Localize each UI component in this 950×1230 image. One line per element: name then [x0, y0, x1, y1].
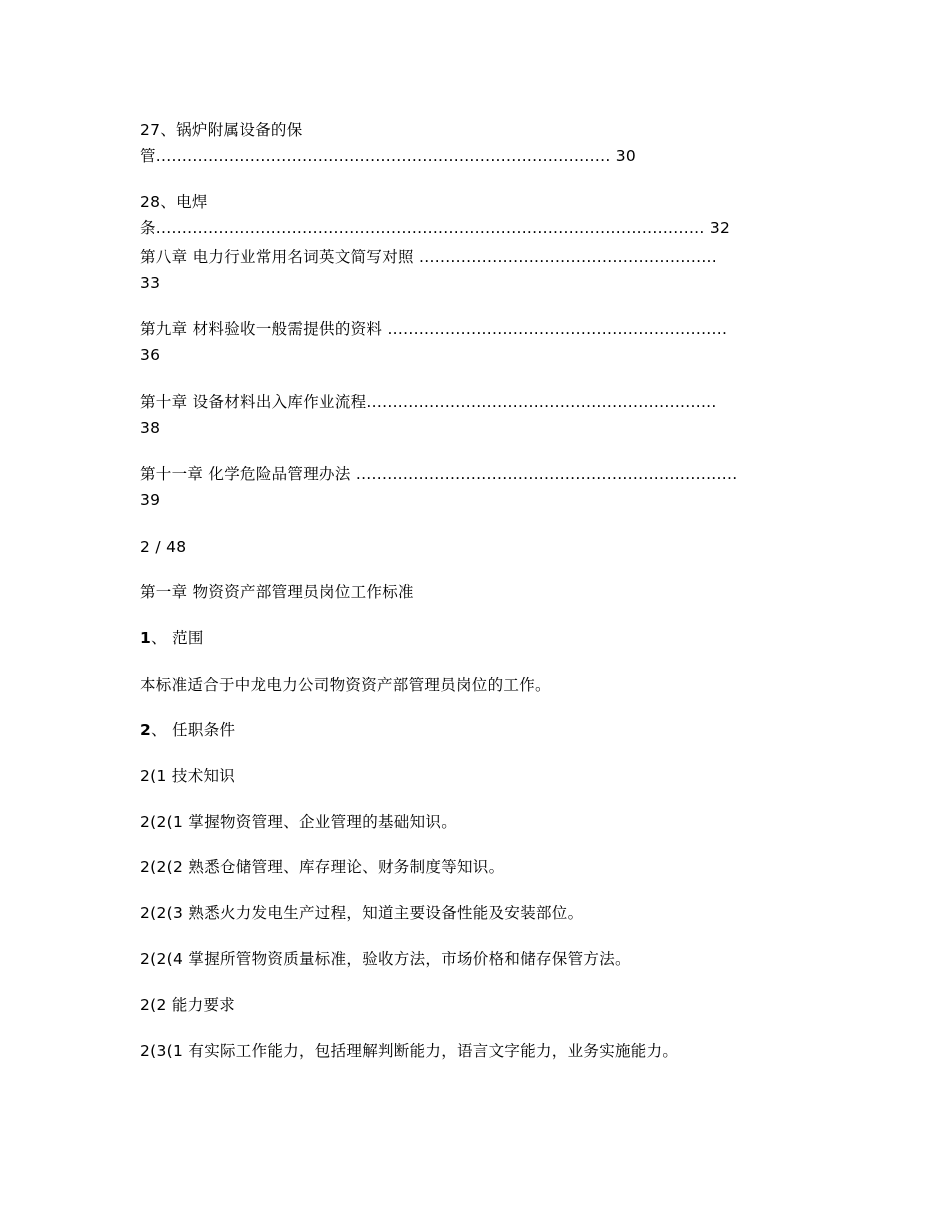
section-2-heading	[140, 720, 235, 740]
toc-entry-chapter-9-page: 36	[140, 346, 161, 364]
toc-entry-chapter-8: 第八章 电力行业常用名词英文简写对照 .........................................................	[140, 248, 717, 266]
toc-entry-chapter-10: 第十章 设备材料出入库作业流程...................................................................	[140, 393, 717, 411]
section-2-1-1: 2(2(1 掌握物资管理、企业管理的基础知识。	[140, 813, 458, 831]
section-2-1-3: 2(2(3 熟悉火力发电生产过程，知道主要设备性能及安装部位。	[140, 904, 584, 922]
section-1-title: 、 范围	[151, 629, 204, 647]
chapter-title: 第一章 物资资产部管理员岗位工作标准	[140, 583, 414, 601]
page-number: 2 / 48	[140, 538, 187, 556]
section-1-number: 1	[140, 629, 152, 647]
toc-entry-27-line2: 管....................................................................................... 30	[140, 147, 637, 165]
toc-entry-chapter-8-page: 33	[140, 274, 161, 292]
section-1-heading	[140, 628, 204, 648]
section-1-body: 本标准适合于中龙电力公司物资资产部管理员岗位的工作。	[140, 676, 551, 694]
toc-entry-28-line1: 28、电焊	[140, 193, 208, 211]
toc-entry-27-line1: 27、锅炉附属设备的保	[140, 121, 303, 139]
toc-entry-chapter-9: 第九章 材料验收一般需提供的资料 .................................................................	[140, 320, 728, 338]
toc-entry-chapter-11: 第十一章 化学危险品管理办法 .........................................................................	[140, 465, 738, 483]
toc-entry-chapter-11-page: 39	[140, 491, 161, 509]
section-2-2-1: 2(3(1 有实际工作能力，包括理解判断能力，语言文字能力，业务实施能力。	[140, 1042, 679, 1060]
toc-entry-chapter-10-page: 38	[140, 419, 161, 437]
section-2-title: 、 任职条件	[151, 721, 236, 739]
section-2-1-2: 2(2(2 熟悉仓储管理、库存理论、财务制度等知识。	[140, 858, 505, 876]
section-2-number: 2	[140, 721, 152, 739]
section-2-2: 2(2 能力要求	[140, 996, 236, 1014]
section-2-1: 2(1 技术知识	[140, 767, 236, 785]
section-2-1-4: 2(2(4 掌握所管物资质量标准，验收方法，市场价格和储存保管方法。	[140, 950, 631, 968]
toc-entry-28-line2: 条......................................................................................................... 32	[140, 219, 731, 237]
